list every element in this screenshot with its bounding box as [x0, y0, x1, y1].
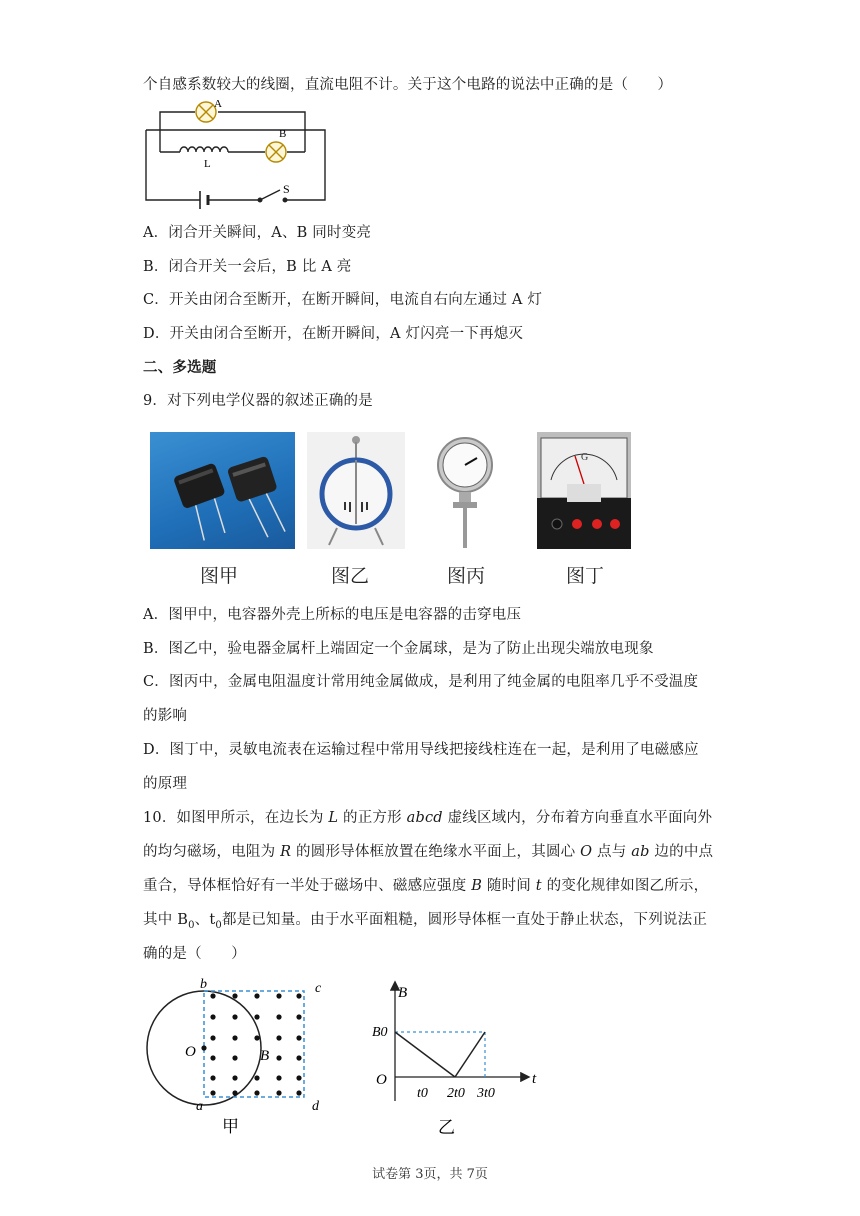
- q10-stem-line-5: 确的是（ ）: [143, 946, 246, 962]
- field-dot: [210, 1014, 215, 1019]
- field-dot: [276, 1014, 281, 1019]
- galvanometer-letter: G: [581, 452, 589, 463]
- section-title: 二、多选题: [143, 359, 217, 376]
- label-c: c: [315, 981, 322, 996]
- center-dot: [201, 1045, 206, 1050]
- q9-option-c-cont: 的影响: [143, 708, 188, 724]
- field-dot: [254, 1090, 259, 1095]
- y-tick-b0: B0: [372, 1025, 388, 1040]
- series-segment: [455, 1032, 485, 1077]
- caption-fig-yi: 乙: [438, 1118, 455, 1137]
- figure-yi-graph: [360, 975, 560, 1145]
- origin-label: O: [376, 1072, 387, 1088]
- q10-stem-line-1: 10．如图甲所示，在边长为 L 的正方形 abcd 虚线区域内，分布着方向垂直水平面向外: [143, 810, 713, 826]
- x-tick-label: 3t0: [477, 1086, 495, 1101]
- x-tick-label: t0: [417, 1086, 428, 1101]
- field-dot: [210, 1035, 215, 1040]
- field-dot: [210, 1055, 215, 1060]
- electroscope-photo: [307, 432, 405, 549]
- q9-stem: 9．对下列电学仪器的叙述正确的是: [143, 393, 373, 409]
- field-dot: [276, 993, 281, 998]
- field-dot: [296, 1035, 301, 1040]
- field-dot: [296, 993, 301, 998]
- caption-yi: 图乙: [331, 565, 370, 587]
- series-segment: [395, 1032, 455, 1077]
- lamp-b-label: B: [279, 128, 287, 140]
- galvanometer-photo: [537, 432, 631, 549]
- thermometer-photo: [425, 432, 505, 549]
- caption-ding: 图丁: [566, 565, 605, 587]
- field-dot: [210, 1090, 215, 1095]
- field-dot: [254, 993, 259, 998]
- q9-option-b: B．图乙中，验电器金属杆上端固定一个金属球，是为了防止出现尖端放电现象: [143, 641, 654, 657]
- label-b-field: B: [260, 1048, 270, 1064]
- field-dot: [276, 1055, 281, 1060]
- field-dot: [254, 1014, 259, 1019]
- x-axis-label: t: [532, 1071, 537, 1087]
- field-dot: [232, 1090, 237, 1095]
- q9-option-d: D．图丁中，灵敏电流表在运输过程中常用导线把接线柱连在一起，是利用了电磁感应: [143, 742, 699, 758]
- field-dot: [232, 1055, 237, 1060]
- label-o: O: [185, 1044, 196, 1060]
- q9-option-c: C．图丙中，金属电阻温度计常用纯金属做成，是利用了纯金属的电阻率几乎不受温度: [143, 674, 699, 690]
- q8-option-c: C．开关由闭合至断开，在断开瞬间，电流自右向左通过 A 灯: [143, 292, 543, 308]
- caption-fig-jia: 甲: [222, 1117, 239, 1136]
- field-dot: [254, 1075, 259, 1080]
- circuit-diagram: [140, 95, 340, 210]
- field-dot: [296, 1090, 301, 1095]
- label-a: a: [196, 1099, 203, 1114]
- capacitor-photo: [150, 432, 295, 549]
- label-b-lower: b: [200, 977, 207, 992]
- field-dot: [232, 1014, 237, 1019]
- q9-option-a: A．图甲中，电容器外壳上所标的电压是电容器的击穿电压: [143, 607, 522, 623]
- field-dot: [276, 1090, 281, 1095]
- x-tick-label: 2t0: [447, 1086, 465, 1101]
- field-dot: [232, 1035, 237, 1040]
- y-axis-label: B: [398, 985, 408, 1001]
- caption-bing: 图丙: [447, 565, 486, 587]
- q10-stem-line-2: 的均匀磁场，电阻为 R 的圆形导体框放置在绝缘水平面上，其圆心 O 点与 ab 边的中点: [143, 844, 714, 860]
- q8-option-b: B．闭合开关一会后，B 比 A 亮: [143, 259, 352, 275]
- q8-option-a: A．闭合开关瞬间，A、B 同时变亮: [143, 225, 372, 241]
- question-8-stem-tail: 个自感系数较大的线圈，直流电阻不计。关于这个电路的说法中正确的是（ ）: [143, 77, 673, 93]
- page-footer: 试卷第 3页，共 7页: [372, 1167, 488, 1182]
- field-dot: [232, 1075, 237, 1080]
- field-dot: [276, 1035, 281, 1040]
- field-dot: [296, 1075, 301, 1080]
- label-d: d: [312, 1099, 319, 1114]
- lamp-a-label: A: [214, 98, 222, 110]
- field-dot: [210, 1075, 215, 1080]
- q10-stem-line-3: 重合，导体框恰好有一半处于磁场中、磁感应强度 B 随时间 t 的变化规律如图乙所示，: [143, 878, 709, 894]
- coil-label: L: [204, 158, 211, 170]
- caption-jia: 图甲: [200, 565, 239, 587]
- field-dot: [254, 1035, 259, 1040]
- figure-jia: [140, 970, 340, 1140]
- q10-stem-line-4: 其中 $B_0$、$t_0$都是已知量。由于水平面粗糙，圆形导体框一直处于静止状态，下列说法正: [143, 912, 708, 931]
- field-dot: [232, 993, 237, 998]
- field-dot: [296, 1014, 301, 1019]
- switch-label: S: [283, 182, 290, 196]
- field-dot: [296, 1055, 301, 1060]
- field-dot: [210, 993, 215, 998]
- q8-option-d: D．开关由闭合至断开，在断开瞬间，A 灯闪亮一下再熄灭: [143, 326, 524, 342]
- q9-option-d-cont: 的原理: [143, 776, 188, 792]
- field-dot: [276, 1075, 281, 1080]
